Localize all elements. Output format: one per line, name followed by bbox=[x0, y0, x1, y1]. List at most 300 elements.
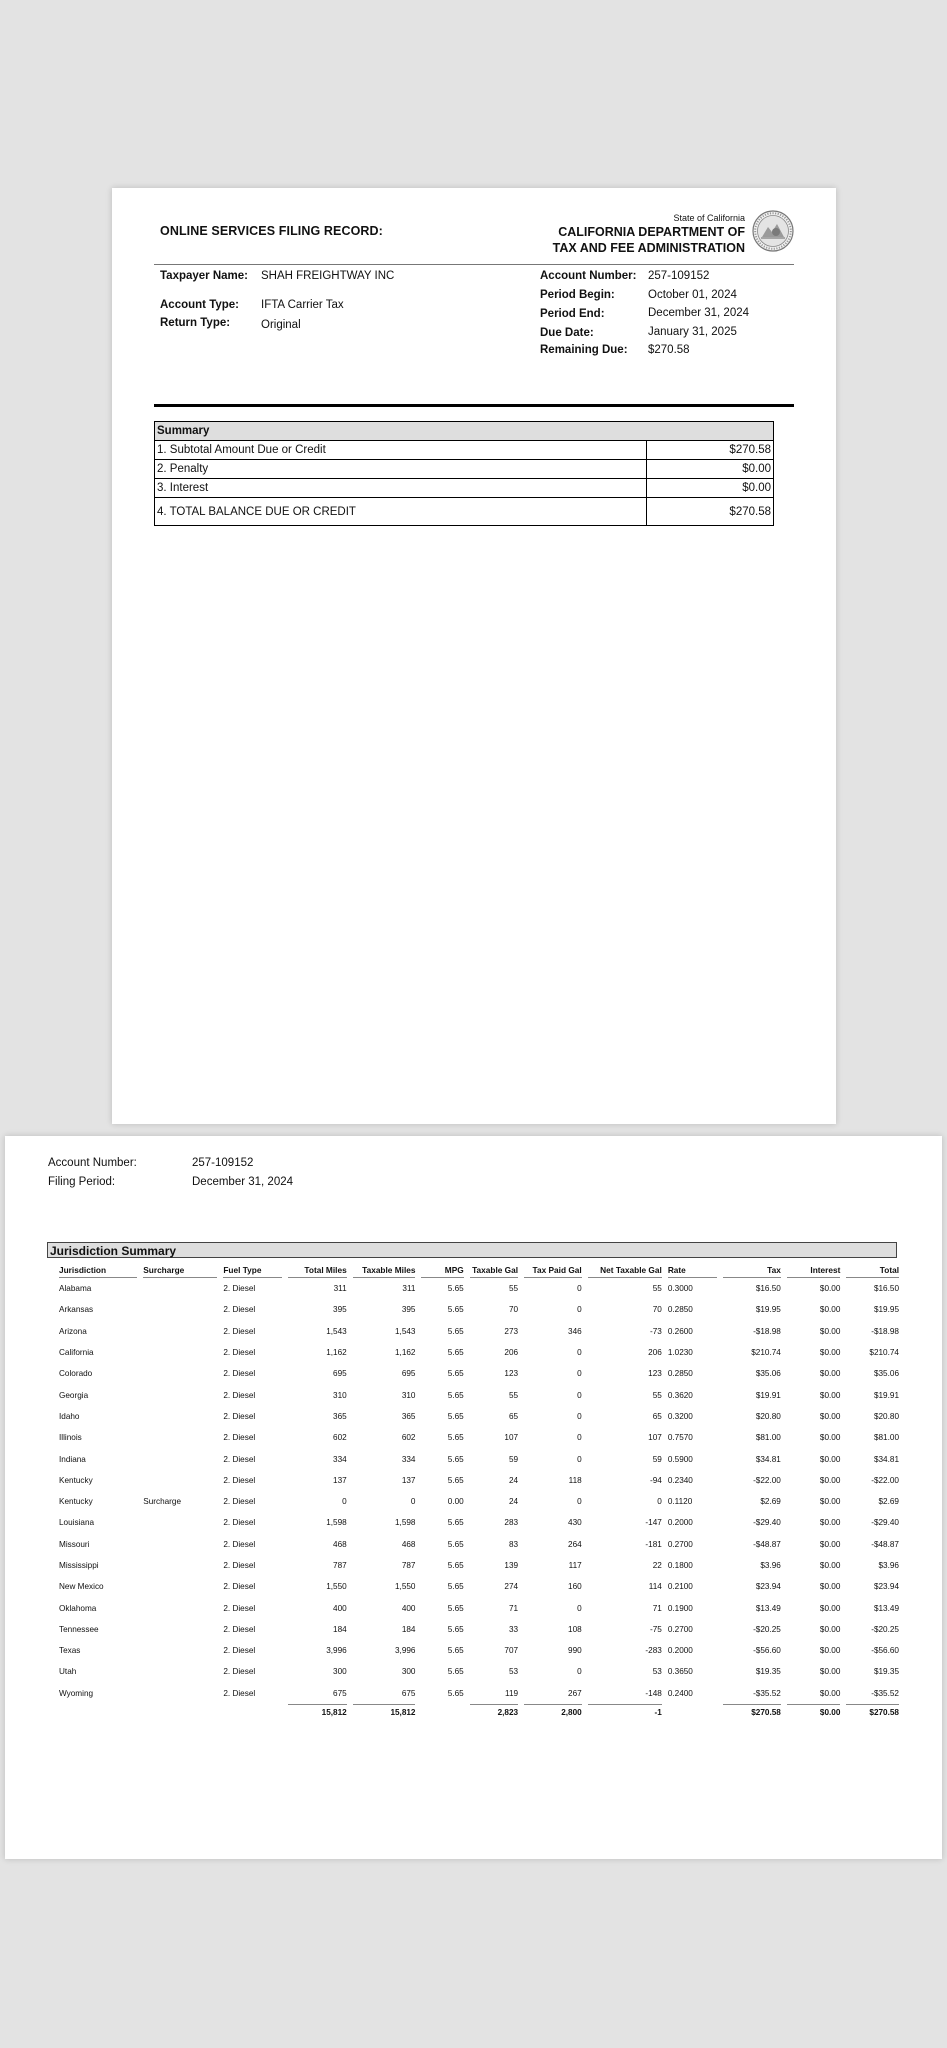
cell-taxable-gal: 33 bbox=[508, 1624, 519, 1634]
cell-fuel-type: 2. Diesel bbox=[223, 1603, 256, 1613]
state-label: State of California bbox=[673, 213, 745, 223]
cell-net-taxable-gal: 0 bbox=[657, 1497, 662, 1507]
cell-jurisdiction: Texas bbox=[59, 1646, 81, 1656]
cell-interest: $0.00 bbox=[819, 1284, 841, 1294]
column-header-total: Total bbox=[846, 1262, 899, 1278]
cell-rate: 0.2700 bbox=[667, 1624, 693, 1634]
cell-mpg: 5.65 bbox=[447, 1305, 464, 1315]
cell-total-miles: 602 bbox=[333, 1433, 347, 1443]
summary-row bbox=[155, 479, 774, 498]
cell-taxable-gal: 123 bbox=[504, 1369, 519, 1379]
cell-fuel-type: 2. Diesel bbox=[223, 1582, 256, 1592]
cell-total: $81.00 bbox=[873, 1433, 899, 1443]
cell-taxable-gal: 24 bbox=[508, 1475, 519, 1485]
period-begin-label: Period Begin: bbox=[540, 289, 615, 301]
cell-surcharge bbox=[143, 1321, 217, 1342]
due-date-label: Due Date: bbox=[540, 327, 594, 339]
cell-mpg: 5.65 bbox=[447, 1454, 464, 1464]
cell-rate: 0.2850 bbox=[667, 1305, 693, 1315]
cell-fuel-type: 2. Diesel bbox=[223, 1326, 256, 1336]
period-end-label: Period End: bbox=[540, 308, 605, 320]
cell-total-miles: 0 bbox=[342, 1497, 347, 1507]
cell-interest: $0.00 bbox=[819, 1518, 841, 1528]
cell-mpg: 5.65 bbox=[447, 1667, 464, 1677]
cell-fuel-type: 2. Diesel bbox=[223, 1433, 256, 1443]
cell-tax: -$22.00 bbox=[753, 1475, 781, 1485]
cell-rate: 0.5900 bbox=[667, 1454, 693, 1464]
cell-taxable-gal: 283 bbox=[504, 1518, 519, 1528]
cell-mpg: 5.65 bbox=[447, 1369, 464, 1379]
table-row bbox=[59, 1363, 899, 1384]
cell-tax: $19.95 bbox=[755, 1305, 781, 1315]
table-row bbox=[59, 1555, 899, 1576]
cell-total-miles: 468 bbox=[333, 1539, 347, 1549]
cell-surcharge bbox=[143, 1342, 217, 1363]
cell-surcharge bbox=[143, 1661, 217, 1682]
cell-mpg: 5.65 bbox=[447, 1582, 464, 1592]
cell-net-taxable-gal: -73 bbox=[649, 1326, 662, 1336]
cell-fuel-type: 2. Diesel bbox=[223, 1284, 256, 1294]
cell-mpg: 5.65 bbox=[447, 1518, 464, 1528]
cell-total: -$20.25 bbox=[871, 1624, 899, 1634]
cell-interest: $0.00 bbox=[819, 1624, 841, 1634]
cell-interest: $0.00 bbox=[819, 1603, 841, 1613]
summary-row bbox=[155, 460, 774, 479]
cell-total-miles: 310 bbox=[333, 1390, 347, 1400]
cell-surcharge bbox=[143, 1576, 217, 1597]
cell-rate: 0.2000 bbox=[667, 1518, 693, 1528]
cell-total: -$35.52 bbox=[871, 1688, 899, 1698]
cell-net-taxable-gal: 55 bbox=[652, 1284, 662, 1294]
cell-tax: $2.69 bbox=[760, 1497, 781, 1507]
total-taxable-gal: 2,823 bbox=[470, 1704, 518, 1721]
cell-taxable-miles: 334 bbox=[401, 1454, 416, 1464]
column-header-tax: Tax bbox=[723, 1262, 781, 1278]
cell-jurisdiction: Kentucky bbox=[59, 1497, 93, 1507]
cell-taxable-miles: 695 bbox=[401, 1369, 416, 1379]
cell-interest: $0.00 bbox=[819, 1561, 841, 1570]
summary-row-label: 3. Interest bbox=[155, 479, 647, 498]
total-fuel-type bbox=[223, 1704, 282, 1721]
cell-interest: $0.00 bbox=[819, 1582, 841, 1592]
cell-total-miles: 334 bbox=[333, 1454, 347, 1464]
cell-net-taxable-gal: 59 bbox=[652, 1454, 662, 1464]
cell-fuel-type: 2. Diesel bbox=[223, 1688, 256, 1698]
summary-row-amount: $0.00 bbox=[647, 479, 774, 498]
cell-total-miles: 400 bbox=[333, 1603, 347, 1613]
cell-tax-paid-gal: 0 bbox=[577, 1348, 582, 1358]
cell-total: $3.96 bbox=[878, 1561, 899, 1570]
cell-total-miles: 365 bbox=[333, 1411, 347, 1421]
cell-rate: 0.1900 bbox=[667, 1603, 693, 1613]
cell-tax: $19.91 bbox=[755, 1390, 781, 1400]
cell-fuel-type: 2. Diesel bbox=[223, 1667, 256, 1677]
cell-rate: 0.3000 bbox=[667, 1284, 693, 1294]
cell-tax: -$48.87 bbox=[753, 1539, 781, 1549]
cell-tax-paid-gal: 264 bbox=[568, 1539, 582, 1549]
total-surcharge bbox=[143, 1704, 217, 1721]
cell-tax-paid-gal: 0 bbox=[577, 1369, 582, 1379]
cell-tax-paid-gal: 160 bbox=[568, 1582, 582, 1592]
cell-surcharge bbox=[143, 1299, 217, 1320]
cell-tax: -$35.52 bbox=[753, 1688, 781, 1698]
cell-taxable-miles: 1,598 bbox=[394, 1518, 416, 1528]
cell-taxable-gal: 274 bbox=[504, 1582, 519, 1592]
cell-tax-paid-gal: 0 bbox=[577, 1433, 582, 1443]
cell-tax-paid-gal: 108 bbox=[568, 1624, 582, 1634]
cell-tax: -$20.25 bbox=[753, 1624, 781, 1634]
cell-net-taxable-gal: -147 bbox=[645, 1518, 662, 1528]
summary-row-amount: $270.58 bbox=[647, 441, 774, 460]
column-header-taxable-miles: Taxable Miles bbox=[353, 1262, 416, 1278]
summary-table bbox=[154, 421, 774, 526]
table-row bbox=[59, 1278, 899, 1299]
cell-mpg: 5.65 bbox=[447, 1688, 464, 1698]
cell-total-miles: 1,598 bbox=[326, 1518, 347, 1528]
cell-surcharge bbox=[143, 1363, 217, 1384]
cell-fuel-type: 2. Diesel bbox=[223, 1305, 256, 1315]
total-tax-paid-gal: 2,800 bbox=[524, 1704, 582, 1721]
filing-record-page-2 bbox=[5, 1136, 942, 1859]
cell-taxable-gal: 55 bbox=[508, 1284, 519, 1294]
agency-name bbox=[553, 224, 745, 256]
cell-fuel-type: 2. Diesel bbox=[223, 1369, 256, 1379]
cell-surcharge bbox=[143, 1640, 217, 1661]
cell-surcharge: Surcharge bbox=[143, 1497, 182, 1507]
remaining-due-label: Remaining Due: bbox=[540, 344, 628, 356]
cell-total-miles: 1,543 bbox=[326, 1326, 347, 1336]
cell-mpg: 5.65 bbox=[447, 1646, 464, 1656]
cell-rate: 0.2000 bbox=[667, 1646, 693, 1656]
cell-taxable-gal: 139 bbox=[504, 1561, 519, 1570]
column-header-jurisdiction: Jurisdiction bbox=[59, 1262, 137, 1278]
cell-fuel-type: 2. Diesel bbox=[223, 1624, 256, 1634]
cell-tax: $13.49 bbox=[755, 1603, 781, 1613]
cell-net-taxable-gal: 114 bbox=[648, 1582, 662, 1592]
summary-row-label: 2. Penalty bbox=[155, 460, 647, 479]
cell-jurisdiction: California bbox=[59, 1348, 94, 1358]
jurisdiction-summary-title: Jurisdiction Summary bbox=[47, 1242, 897, 1258]
column-header-total-miles: Total Miles bbox=[288, 1262, 347, 1278]
cell-net-taxable-gal: -181 bbox=[645, 1539, 662, 1549]
cell-fuel-type: 2. Diesel bbox=[223, 1475, 256, 1485]
cell-jurisdiction: Mississippi bbox=[59, 1561, 99, 1570]
cell-tax-paid-gal: 346 bbox=[568, 1326, 582, 1336]
cell-total: $16.50 bbox=[873, 1284, 899, 1294]
cell-tax-paid-gal: 0 bbox=[577, 1411, 582, 1421]
column-header-tax-paid-gal: Tax Paid Gal bbox=[524, 1262, 582, 1278]
section-divider bbox=[154, 404, 794, 407]
cell-net-taxable-gal: 22 bbox=[652, 1561, 662, 1570]
cell-interest: $0.00 bbox=[819, 1667, 841, 1677]
cell-taxable-miles: 1,550 bbox=[394, 1582, 416, 1592]
cell-fuel-type: 2. Diesel bbox=[223, 1390, 256, 1400]
cell-interest: $0.00 bbox=[819, 1369, 841, 1379]
cell-jurisdiction: Wyoming bbox=[59, 1688, 94, 1698]
cell-surcharge bbox=[143, 1555, 217, 1576]
cell-taxable-gal: 83 bbox=[508, 1539, 519, 1549]
cell-taxable-miles: 675 bbox=[401, 1688, 416, 1698]
cell-net-taxable-gal: 107 bbox=[648, 1433, 662, 1443]
summary-total-label: 4. TOTAL BALANCE DUE OR CREDIT bbox=[155, 498, 647, 526]
cell-fuel-type: 2. Diesel bbox=[223, 1539, 256, 1549]
total-tax: $270.58 bbox=[723, 1704, 781, 1721]
cell-total-miles: 311 bbox=[333, 1284, 347, 1294]
p2-account-number-label: Account Number: bbox=[48, 1157, 137, 1169]
return-type-label: Return Type: bbox=[160, 317, 231, 329]
cell-interest: $0.00 bbox=[819, 1688, 841, 1698]
cell-total-miles: 3,996 bbox=[326, 1646, 347, 1656]
cell-tax-paid-gal: 0 bbox=[577, 1667, 582, 1677]
cell-tax: $3.96 bbox=[760, 1561, 781, 1570]
cell-taxable-miles: 311 bbox=[402, 1284, 416, 1294]
table-row bbox=[59, 1661, 899, 1682]
cell-total-miles: 300 bbox=[333, 1667, 347, 1677]
column-header-rate: Rate bbox=[668, 1262, 717, 1278]
cell-total: $19.95 bbox=[873, 1305, 899, 1315]
cell-mpg: 5.65 bbox=[447, 1603, 464, 1613]
cell-tax-paid-gal: 117 bbox=[568, 1561, 582, 1570]
table-row bbox=[59, 1342, 899, 1363]
cell-total-miles: 137 bbox=[333, 1475, 347, 1485]
cell-net-taxable-gal: 71 bbox=[652, 1603, 662, 1613]
cell-tax-paid-gal: 0 bbox=[577, 1390, 582, 1400]
cell-total: -$29.40 bbox=[871, 1518, 899, 1528]
cell-taxable-gal: 107 bbox=[504, 1433, 519, 1443]
cell-rate: 0.2400 bbox=[667, 1688, 693, 1698]
cell-total-miles: 675 bbox=[333, 1688, 347, 1698]
cell-tax: $210.74 bbox=[751, 1348, 781, 1358]
cell-fuel-type: 2. Diesel bbox=[223, 1561, 256, 1570]
cell-mpg: 5.65 bbox=[447, 1284, 464, 1294]
total-rate bbox=[668, 1704, 717, 1721]
table-row bbox=[59, 1512, 899, 1533]
cell-net-taxable-gal: -94 bbox=[649, 1475, 662, 1485]
cell-interest: $0.00 bbox=[819, 1305, 841, 1315]
total-mpg bbox=[421, 1704, 463, 1721]
cell-surcharge bbox=[143, 1683, 217, 1704]
cell-taxable-gal: 71 bbox=[508, 1603, 519, 1613]
cell-surcharge bbox=[143, 1534, 217, 1555]
cell-fuel-type: 2. Diesel bbox=[223, 1518, 256, 1528]
table-row bbox=[59, 1299, 899, 1320]
cell-net-taxable-gal: 55 bbox=[652, 1390, 662, 1400]
table-row bbox=[59, 1619, 899, 1640]
table-row bbox=[59, 1576, 899, 1597]
cell-taxable-gal: 273 bbox=[504, 1326, 519, 1336]
cell-net-taxable-gal: 206 bbox=[648, 1348, 662, 1358]
taxpayer-name-label: Taxpayer Name: bbox=[160, 270, 248, 282]
cell-rate: 0.2600 bbox=[667, 1326, 693, 1336]
cell-taxable-gal: 24 bbox=[508, 1497, 519, 1507]
cell-total-miles: 395 bbox=[333, 1305, 347, 1315]
cell-tax: $20.80 bbox=[755, 1411, 781, 1421]
state-seal-icon bbox=[752, 210, 794, 252]
cell-total: -$56.60 bbox=[871, 1646, 899, 1656]
cell-jurisdiction: Idaho bbox=[59, 1411, 80, 1421]
cell-rate: 0.7570 bbox=[667, 1433, 693, 1443]
period-begin-value: October 01, 2024 bbox=[648, 289, 737, 301]
cell-jurisdiction: Arkansas bbox=[59, 1305, 94, 1315]
cell-rate: 0.1120 bbox=[667, 1497, 693, 1507]
total-net-taxable-gal: -1 bbox=[588, 1704, 662, 1721]
cell-taxable-miles: 602 bbox=[401, 1433, 416, 1443]
account-number-value: 257-109152 bbox=[648, 270, 710, 282]
table-row bbox=[59, 1597, 899, 1618]
period-end-value: December 31, 2024 bbox=[648, 307, 750, 319]
cell-total: -$18.98 bbox=[871, 1326, 899, 1336]
cell-jurisdiction: Louisiana bbox=[59, 1518, 95, 1528]
table-row bbox=[59, 1683, 899, 1704]
cell-tax: $35.06 bbox=[755, 1369, 781, 1379]
cell-tax-paid-gal: 0 bbox=[577, 1603, 582, 1613]
cell-taxable-miles: 0 bbox=[410, 1497, 416, 1507]
cell-rate: 0.2100 bbox=[667, 1582, 693, 1592]
cell-interest: $0.00 bbox=[819, 1539, 841, 1549]
cell-surcharge bbox=[143, 1619, 217, 1640]
cell-jurisdiction: Indiana bbox=[59, 1454, 86, 1464]
cell-total-miles: 695 bbox=[333, 1369, 347, 1379]
cell-jurisdiction: Tennessee bbox=[59, 1624, 99, 1634]
cell-taxable-miles: 1,543 bbox=[394, 1326, 416, 1336]
summary-row bbox=[155, 441, 774, 460]
cell-jurisdiction: Missouri bbox=[59, 1539, 90, 1549]
cell-interest: $0.00 bbox=[819, 1646, 841, 1656]
cell-rate: 0.3620 bbox=[667, 1390, 693, 1400]
cell-surcharge bbox=[143, 1406, 217, 1427]
cell-interest: $0.00 bbox=[819, 1348, 841, 1358]
cell-jurisdiction: Illinois bbox=[59, 1433, 82, 1443]
cell-tax: $16.50 bbox=[755, 1284, 781, 1294]
p2-account-number-value: 257-109152 bbox=[192, 1157, 254, 1169]
cell-total-miles: 1,162 bbox=[326, 1348, 347, 1358]
cell-surcharge bbox=[143, 1448, 217, 1469]
cell-jurisdiction: Utah bbox=[59, 1667, 77, 1677]
cell-surcharge bbox=[143, 1278, 217, 1299]
column-header-mpg: MPG bbox=[421, 1262, 463, 1278]
cell-net-taxable-gal: -148 bbox=[645, 1688, 662, 1698]
cell-taxable-miles: 395 bbox=[401, 1305, 416, 1315]
table-row bbox=[59, 1491, 899, 1512]
cell-total: $35.06 bbox=[873, 1369, 899, 1379]
cell-total: $19.91 bbox=[873, 1390, 899, 1400]
cell-total-miles: 787 bbox=[333, 1561, 347, 1570]
column-header-surcharge: Surcharge bbox=[143, 1262, 217, 1278]
cell-taxable-miles: 400 bbox=[401, 1603, 416, 1613]
jurisdiction-table bbox=[53, 1262, 905, 1721]
cell-tax-paid-gal: 0 bbox=[577, 1284, 582, 1294]
table-row bbox=[59, 1470, 899, 1491]
cell-taxable-miles: 468 bbox=[401, 1539, 416, 1549]
cell-total: $20.80 bbox=[873, 1411, 899, 1421]
column-header-taxable-gal: Taxable Gal bbox=[470, 1262, 518, 1278]
table-row bbox=[59, 1427, 899, 1448]
cell-tax-paid-gal: 118 bbox=[568, 1475, 582, 1485]
cell-tax-paid-gal: 0 bbox=[577, 1497, 582, 1507]
cell-net-taxable-gal: -75 bbox=[649, 1624, 662, 1634]
cell-tax-paid-gal: 430 bbox=[568, 1518, 582, 1528]
due-date-value: January 31, 2025 bbox=[648, 326, 737, 338]
cell-taxable-miles: 787 bbox=[401, 1561, 416, 1570]
cell-total: -$22.00 bbox=[871, 1475, 899, 1485]
total-jurisdiction bbox=[59, 1704, 137, 1721]
filing-period-label: Filing Period: bbox=[48, 1176, 116, 1188]
cell-jurisdiction: Arizona bbox=[59, 1326, 87, 1336]
cell-tax: $23.94 bbox=[755, 1582, 781, 1592]
cell-jurisdiction: New Mexico bbox=[59, 1582, 104, 1592]
cell-jurisdiction: Alabama bbox=[59, 1284, 92, 1294]
remaining-due-value: $270.58 bbox=[648, 344, 690, 356]
cell-tax: -$18.98 bbox=[753, 1326, 781, 1336]
account-number-label: Account Number: bbox=[540, 270, 637, 282]
cell-total: $13.49 bbox=[873, 1603, 899, 1613]
summary-header-row bbox=[155, 422, 774, 441]
summary-row-label: 1. Subtotal Amount Due or Credit bbox=[155, 441, 647, 460]
cell-taxable-miles: 137 bbox=[401, 1475, 416, 1485]
account-type-value: IFTA Carrier Tax bbox=[261, 299, 344, 311]
cell-total: $210.74 bbox=[869, 1348, 899, 1358]
cell-surcharge bbox=[143, 1384, 217, 1405]
cell-tax-paid-gal: 0 bbox=[577, 1305, 582, 1315]
cell-total: -$48.87 bbox=[871, 1539, 899, 1549]
header-divider bbox=[154, 264, 794, 265]
cell-taxable-gal: 55 bbox=[508, 1390, 519, 1400]
summary-total-amount: $270.58 bbox=[647, 498, 774, 526]
total-total: $270.58 bbox=[846, 1704, 899, 1721]
cell-net-taxable-gal: 53 bbox=[652, 1667, 662, 1677]
column-header-fuel-type: Fuel Type bbox=[223, 1262, 282, 1278]
cell-taxable-miles: 310 bbox=[401, 1390, 416, 1400]
filing-period-value: December 31, 2024 bbox=[192, 1176, 294, 1188]
cell-taxable-gal: 65 bbox=[508, 1411, 519, 1421]
cell-total: $34.81 bbox=[873, 1454, 899, 1464]
total-total-miles: 15,812 bbox=[288, 1704, 347, 1721]
cell-tax-paid-gal: 990 bbox=[568, 1646, 582, 1656]
account-type-label: Account Type: bbox=[160, 299, 240, 311]
cell-rate: 0.2850 bbox=[667, 1369, 693, 1379]
cell-jurisdiction: Oklahoma bbox=[59, 1603, 97, 1613]
cell-surcharge bbox=[143, 1512, 217, 1533]
cell-rate: 0.2340 bbox=[667, 1475, 693, 1485]
cell-interest: $0.00 bbox=[819, 1411, 841, 1421]
cell-rate: 0.3200 bbox=[667, 1411, 693, 1421]
filing-record-page-1 bbox=[112, 188, 836, 1124]
cell-rate: 0.1800 bbox=[667, 1561, 693, 1570]
cell-tax: $19.35 bbox=[755, 1667, 781, 1677]
summary-title: Summary bbox=[155, 422, 774, 441]
return-type-value: Original bbox=[261, 319, 301, 331]
cell-interest: $0.00 bbox=[819, 1433, 841, 1443]
cell-fuel-type: 2. Diesel bbox=[223, 1348, 256, 1358]
table-row bbox=[59, 1321, 899, 1342]
taxpayer-name-value: SHAH FREIGHTWAY INC bbox=[261, 270, 395, 282]
cell-fuel-type: 2. Diesel bbox=[223, 1497, 256, 1507]
table-row bbox=[59, 1448, 899, 1469]
cell-interest: $0.00 bbox=[819, 1326, 841, 1336]
cell-tax: -$56.60 bbox=[753, 1646, 781, 1656]
cell-taxable-gal: 707 bbox=[504, 1646, 519, 1656]
table-row bbox=[59, 1384, 899, 1405]
cell-fuel-type: 2. Diesel bbox=[223, 1646, 256, 1656]
cell-rate: 1.0230 bbox=[667, 1348, 693, 1358]
table-row bbox=[59, 1406, 899, 1427]
cell-interest: $0.00 bbox=[819, 1475, 841, 1485]
cell-net-taxable-gal: 65 bbox=[652, 1411, 662, 1421]
cell-net-taxable-gal: -283 bbox=[645, 1646, 662, 1656]
cell-mpg: 5.65 bbox=[447, 1411, 464, 1421]
cell-taxable-miles: 3,996 bbox=[394, 1646, 416, 1656]
cell-taxable-gal: 119 bbox=[505, 1688, 519, 1698]
